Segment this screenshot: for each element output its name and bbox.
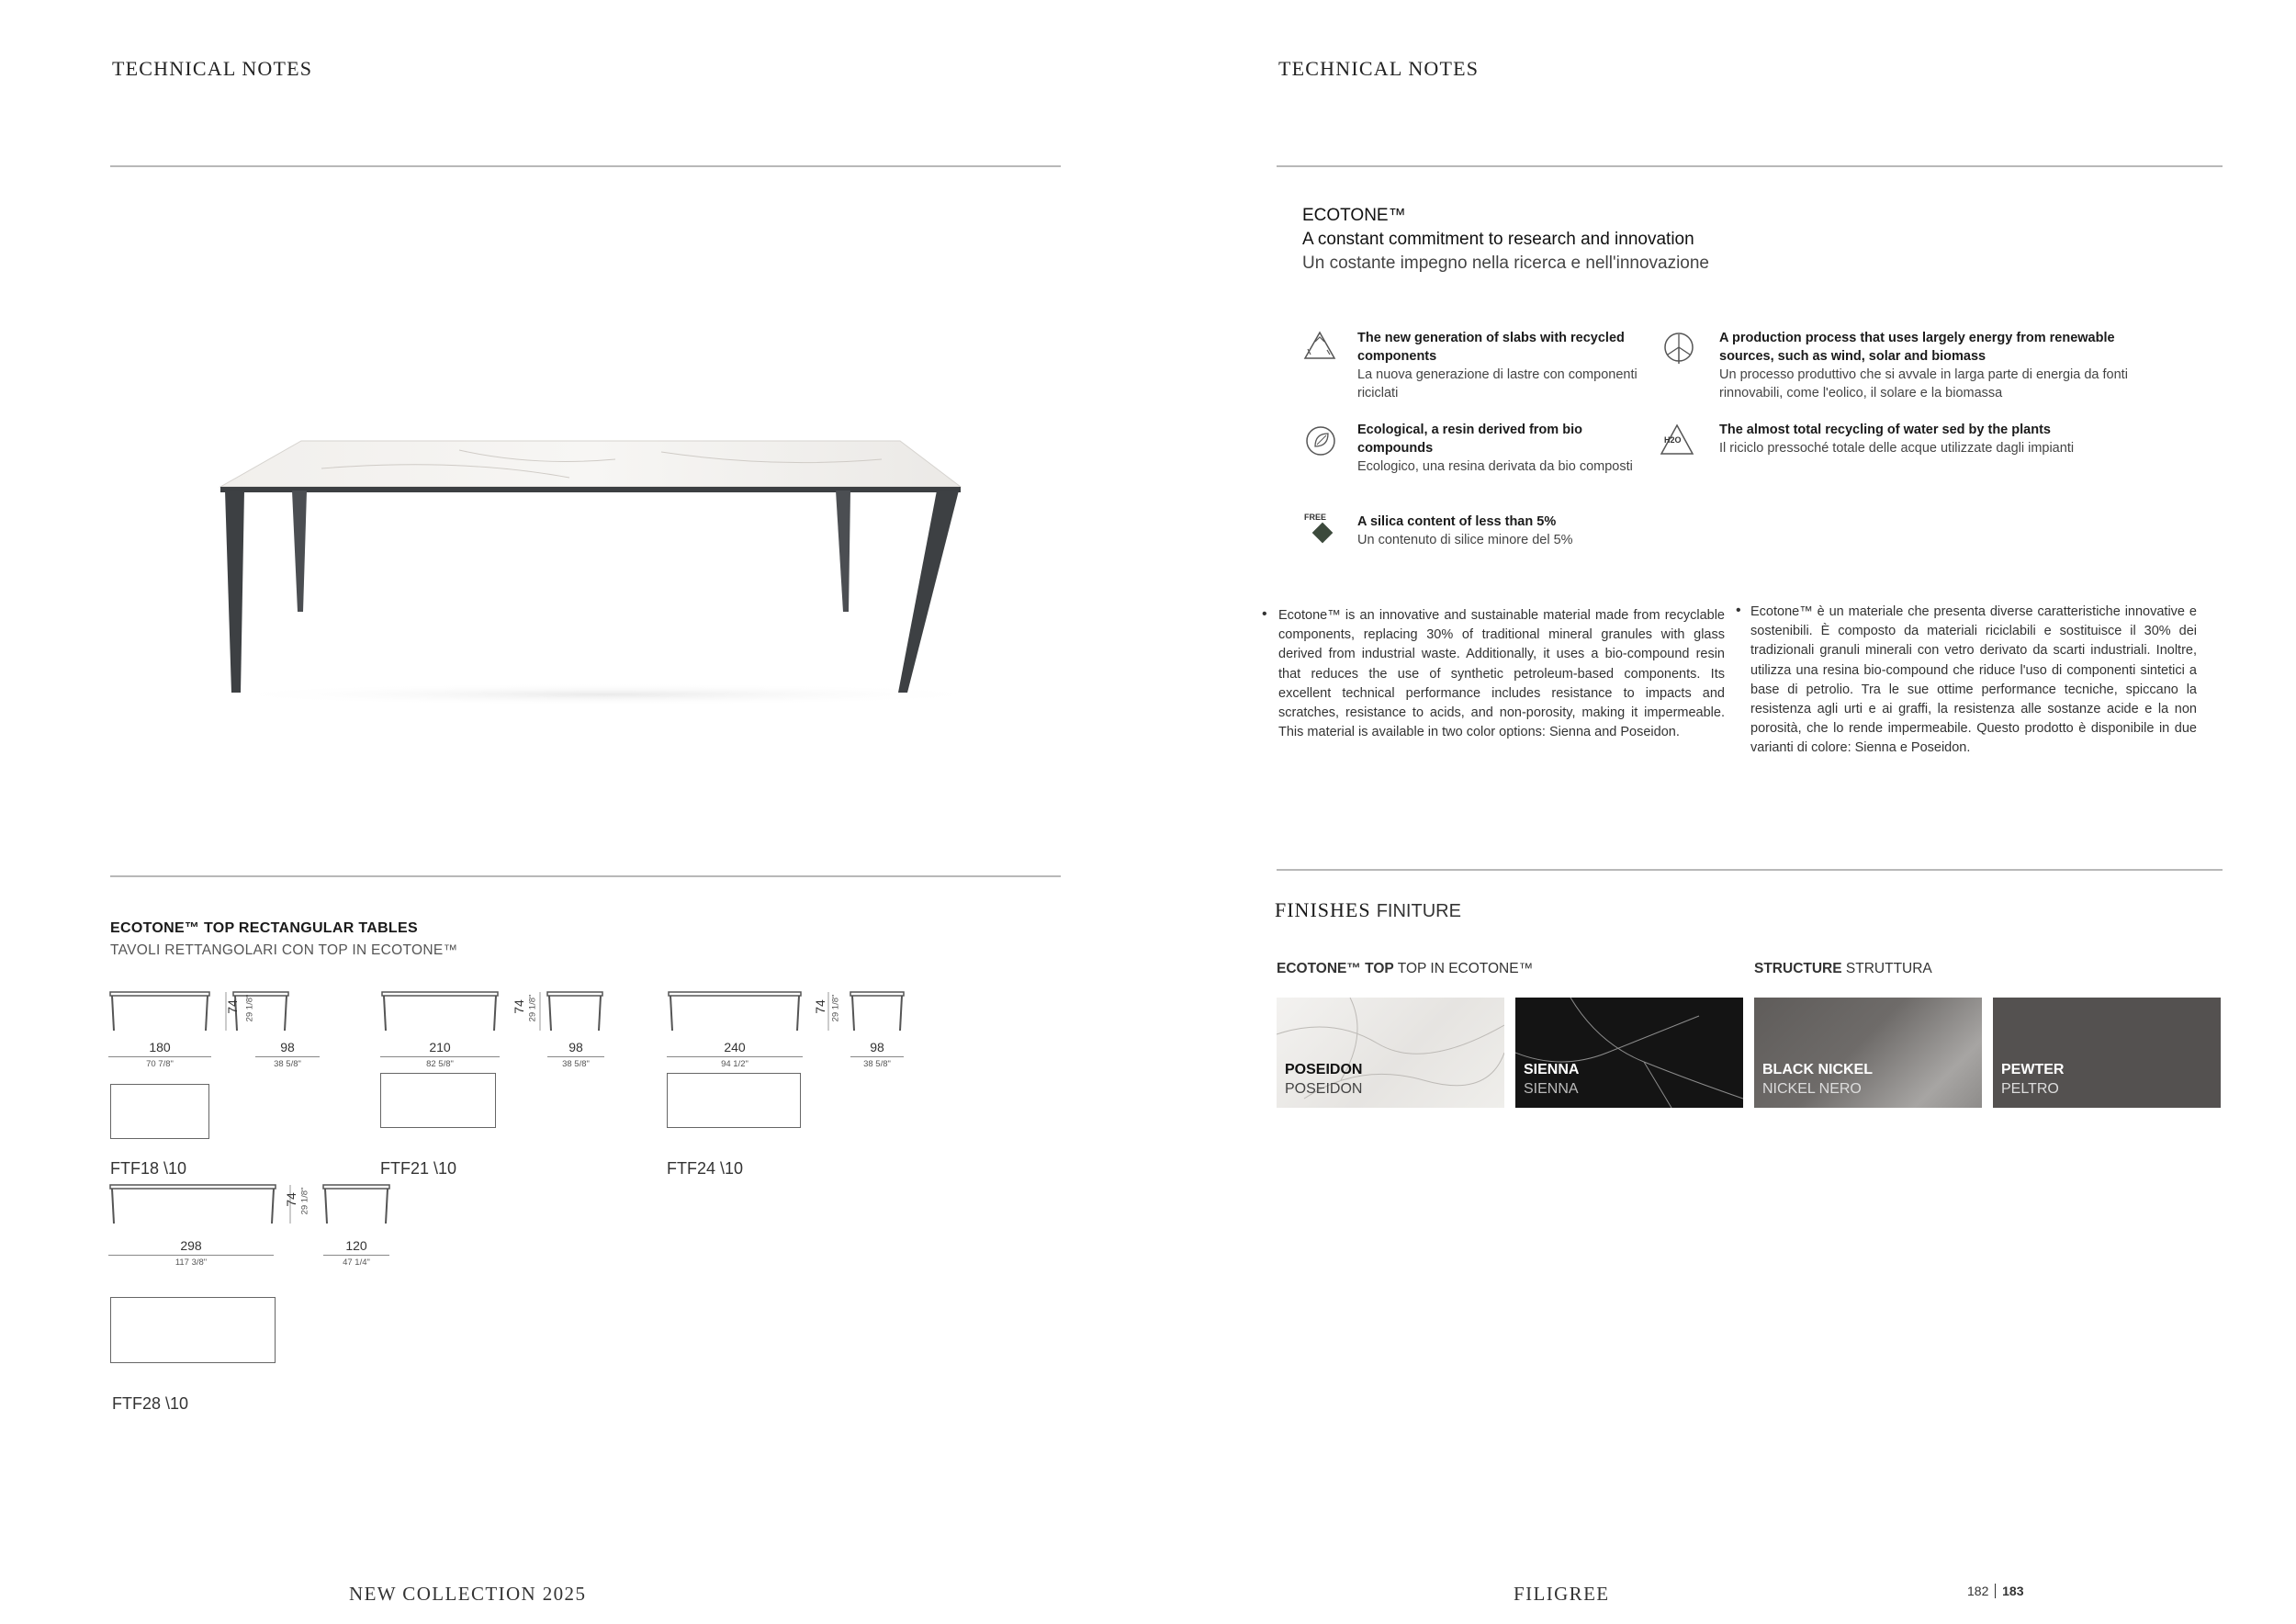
page-number-left: 182 bbox=[1967, 1584, 1989, 1598]
width-dimension-inches: 38 5/8" bbox=[863, 1059, 891, 1069]
height-dimension: 74 bbox=[225, 999, 240, 1014]
top-label: ECOTONE™ TOP bbox=[1277, 961, 1394, 976]
plan-view-drawing bbox=[110, 1297, 276, 1363]
tables-section-subtitle: TAVOLI RETTANGOLARI CON TOP IN ECOTONE™ bbox=[110, 942, 458, 958]
feature-title: A production process that uses largely energy from renewable sources, such as wind, solar and biomass bbox=[1719, 331, 2115, 364]
icon-text: FREE bbox=[1304, 513, 1327, 522]
finishes-heading bbox=[1275, 898, 1461, 922]
swatch-name: POSEIDON bbox=[1285, 1062, 1363, 1077]
divider bbox=[1277, 869, 2223, 871]
swatch-name: SIENNA bbox=[1524, 1062, 1580, 1077]
page-numbers bbox=[1967, 1584, 2024, 1598]
description-en: Ecotone™ is an innovative and sustainable material made from recyclable components, replacing 30% of traditional mineral granules with glass derived from industrial waste. Additionally, it uses a bio-compound resin that reduces the use of synthetic petroleum-based components. Its excellent technical performance includes resistance to impacts and scratches, resistance to acids, and non-porosity, making it impermeable. This material is available in two color options: Sienna and Poseidon. bbox=[1278, 608, 1725, 740]
length-dimension: 240 bbox=[724, 1040, 746, 1054]
height-dimension: 74 bbox=[512, 999, 526, 1014]
divider bbox=[1277, 165, 2223, 167]
product-code: FTF28 \10 bbox=[112, 1394, 189, 1413]
height-dimension-inches: 29 1/8" bbox=[299, 1187, 310, 1215]
structure-label-it: STRUTTURA bbox=[1845, 961, 1932, 976]
length-dimension-inches: 117 3/8" bbox=[174, 1257, 208, 1268]
ecotone-subtitle-it: Un costante impegno nella ricerca e nell'innovazione bbox=[1302, 254, 1710, 273]
ecotone-subtitle-en: A constant commitment to research and innovation bbox=[1302, 230, 1694, 249]
silica-free-icon bbox=[1304, 513, 1341, 549]
dimension-line bbox=[255, 1056, 320, 1057]
structure-label-en: STRUCTURE bbox=[1754, 961, 1842, 976]
height-dimension-inches: 29 1/8" bbox=[244, 994, 255, 1022]
bio-leaf-icon bbox=[1302, 423, 1339, 459]
feature-subtitle: La nuova generazione di lastre con componenti riciclati bbox=[1357, 367, 1638, 400]
page-number-right: 183 bbox=[2002, 1584, 2024, 1598]
swatch-pewter bbox=[1993, 998, 2221, 1108]
feature-subtitle: Un processo produttivo che si avvale in larga parte di energia da fonti rinnovabili, come l'eolico, il solare e la biomassa bbox=[1719, 367, 2128, 400]
height-dimension: 74 bbox=[284, 1192, 298, 1207]
finishes-title-it: FINITURE bbox=[1376, 901, 1461, 921]
front-elevation-drawing bbox=[667, 990, 909, 1038]
finishes-title: FINISHES bbox=[1275, 898, 1371, 921]
length-dimension-inches: 82 5/8" bbox=[426, 1059, 454, 1069]
front-elevation-drawing bbox=[380, 990, 610, 1038]
swatch-name: BLACK NICKEL bbox=[1762, 1062, 1873, 1077]
front-elevation-drawing bbox=[108, 1183, 395, 1231]
dimension-line bbox=[380, 1056, 500, 1057]
length-dimension: 180 bbox=[149, 1040, 171, 1054]
feature-silica bbox=[1357, 513, 1660, 549]
width-dimension-inches: 38 5/8" bbox=[274, 1059, 301, 1069]
tables-section-title: ECOTONE™ TOP RECTANGULAR TABLES bbox=[110, 920, 418, 936]
right-page-header: TECHNICAL NOTES bbox=[1278, 57, 1480, 80]
length-dimension-inches: 70 7/8" bbox=[146, 1059, 174, 1069]
ecotone-name: ECOTONE™ bbox=[1302, 206, 1406, 225]
recycle-triangle-icon bbox=[1302, 329, 1337, 364]
width-dimension-inches: 47 1/4" bbox=[343, 1257, 370, 1268]
width-dimension: 98 bbox=[280, 1040, 295, 1054]
feature-title: The almost total recycling of water sed by the plants bbox=[1719, 423, 2051, 437]
swatch-name-it: PELTRO bbox=[2001, 1081, 2059, 1097]
swatch-name-it: POSEIDON bbox=[1285, 1081, 1363, 1097]
divider bbox=[110, 165, 1061, 167]
dimension-line bbox=[108, 1056, 211, 1057]
icon-text: H2O bbox=[1664, 435, 1682, 445]
dimension-line bbox=[667, 1056, 803, 1057]
swatch-sienna bbox=[1515, 998, 1743, 1108]
plan-view-drawing bbox=[667, 1073, 801, 1128]
feature-title: A silica content of less than 5% bbox=[1357, 514, 1557, 529]
front-elevation-drawing bbox=[108, 990, 320, 1038]
water-recycle-icon bbox=[1659, 423, 1695, 459]
swatch-black-nickel bbox=[1754, 998, 1982, 1108]
description-it: Ecotone™ è un materiale che presenta diverse caratteristiche innovative e sostenibili. È composto da materiali riciclabili e sostituisce il 30% dei tradizionali granuli minerali con vetro derivato da scarti industriali. Inoltre, utilizza una resina bio-compound che riduce l'uso di componenti sintetici a base di petrolio. Tra le sue ottime performance tecniche, spiccano la resistenza agli urti e ai graffi, la resistenza alle sostanze acide e la non porosità, che lo rende impermeabile. Questo prodotto è disponibile in due varianti di colore: Sienna e Poseidon. bbox=[1750, 604, 2197, 756]
top-label-it: TOP IN ECOTONE™ bbox=[1397, 961, 1534, 976]
plan-view-drawing bbox=[110, 1084, 209, 1139]
dimension-line bbox=[850, 1056, 904, 1057]
width-dimension-inches: 38 5/8" bbox=[562, 1059, 590, 1069]
feature-subtitle: Il riciclo pressoché totale delle acque utilizzate dagli impianti bbox=[1719, 441, 2075, 456]
table-product-image bbox=[184, 432, 1047, 707]
width-dimension: 120 bbox=[345, 1238, 367, 1253]
dimension-line bbox=[108, 1255, 274, 1256]
renewable-energy-icon bbox=[1660, 329, 1697, 366]
divider bbox=[110, 875, 1061, 877]
dimension-line bbox=[323, 1255, 389, 1256]
height-dimension-inches: 29 1/8" bbox=[527, 994, 538, 1022]
length-dimension: 298 bbox=[180, 1238, 202, 1253]
ecotone-top-label bbox=[1277, 961, 1533, 977]
feature-recycled-slabs bbox=[1357, 329, 1660, 402]
swatch-poseidon bbox=[1277, 998, 1504, 1108]
feature-bio-resin bbox=[1357, 421, 1660, 476]
feature-title: Ecological, a resin derived from bio compounds bbox=[1357, 423, 1582, 456]
height-dimension: 74 bbox=[813, 999, 827, 1014]
feature-subtitle: Un contenuto di silice minore del 5% bbox=[1357, 533, 1573, 547]
length-dimension: 210 bbox=[429, 1040, 451, 1054]
product-code: FTF21 \10 bbox=[380, 1159, 457, 1178]
right-footer: FILIGREE bbox=[1514, 1583, 1610, 1605]
product-code: FTF24 \10 bbox=[667, 1159, 744, 1178]
dimension-line bbox=[547, 1056, 604, 1057]
swatch-name-it: SIENNA bbox=[1524, 1081, 1579, 1097]
bullet: • bbox=[1262, 606, 1267, 622]
swatch-name-it: NICKEL NERO bbox=[1762, 1081, 1862, 1097]
feature-subtitle: Ecologico, una resina derivata da bio composti bbox=[1357, 459, 1633, 474]
feature-title: The new generation of slabs with recycled components bbox=[1357, 331, 1625, 364]
swatch-name: PEWTER bbox=[2001, 1062, 2065, 1077]
length-dimension-inches: 94 1/2" bbox=[721, 1059, 748, 1069]
width-dimension: 98 bbox=[568, 1040, 583, 1054]
product-code: FTF18 \10 bbox=[110, 1159, 187, 1178]
bullet: • bbox=[1736, 603, 1741, 618]
feature-water-recycling bbox=[1719, 421, 2160, 457]
width-dimension: 98 bbox=[870, 1040, 884, 1054]
structure-label bbox=[1754, 961, 1932, 977]
plan-view-drawing bbox=[380, 1073, 496, 1128]
left-footer: NEW COLLECTION 2025 bbox=[349, 1583, 587, 1605]
height-dimension-inches: 29 1/8" bbox=[830, 994, 841, 1022]
feature-renewable-energy bbox=[1719, 329, 2160, 402]
left-page-header: TECHNICAL NOTES bbox=[112, 57, 313, 80]
